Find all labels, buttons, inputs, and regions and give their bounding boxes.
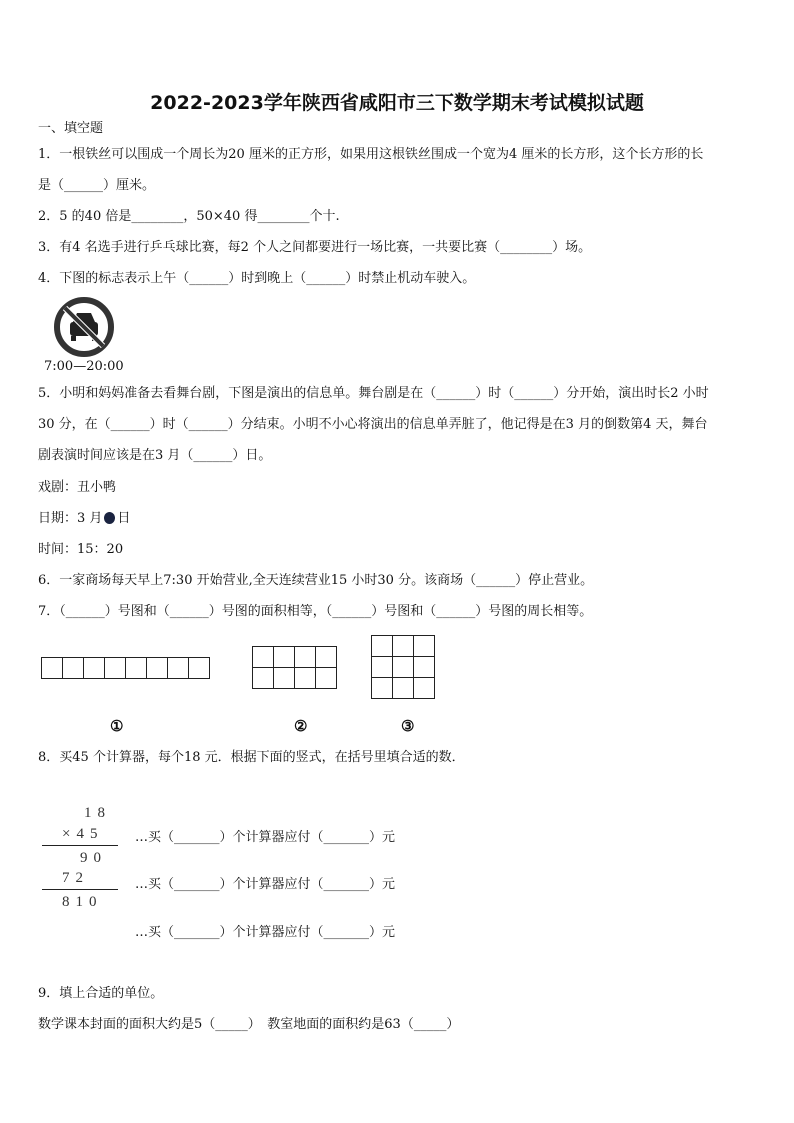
figure-2-label: ② [294, 717, 308, 735]
q2: 2．5 的40 倍是________，50×40 得________个十. [38, 209, 340, 224]
ink-blot-icon [104, 512, 115, 524]
page-title: 2022-2023学年陕西省咸阳市三下数学期末考试模拟试题 [150, 92, 644, 114]
q1-line1: 1．一根铁丝可以围成一个周长为20 厘米的正方形，如果用这根铁丝围成一个宽为4 厘米的长方形，这个长方形的长 [38, 147, 704, 162]
figure-2-grid [252, 646, 337, 689]
calc-row-3: 90 [80, 850, 107, 866]
figure-1-label: ① [110, 717, 124, 735]
calc-line-1 [42, 845, 118, 846]
date-suffix: 日 [117, 511, 131, 526]
calc-row-4: 72 [62, 870, 89, 886]
calc-line-2 [42, 889, 118, 890]
q5-line2: 30 分，在（______）时（______）分结束。小明不小心将演出的信息单弄脏了，他记得是在3 月的倒数第4 天，舞台 [38, 417, 708, 432]
q7: 7．（______）号图和（______）号图的面积相等，（______）号图和（______）号图的周长相等。 [38, 604, 593, 619]
q5-line1: 5．小明和妈妈准备去看舞台剧，下图是演出的信息单。舞台剧是在（______）时（______）分开始，演出时长2 小时 [38, 386, 709, 401]
q8: 8．买45 个计算器，每个18 元．根据下面的竖式，在括号里填合适的数． [38, 750, 465, 765]
q9-line: 数学课本封面的面积大约是5（_____） 教室地面的面积约是63（_____） [38, 1017, 460, 1032]
q4: 4．下图的标志表示上午（______）时到晚上（______）时禁止机动车驶入。 [38, 271, 476, 286]
date-prefix: 日期：3 月 [38, 511, 103, 526]
q5-line3: 剧表演时间应该是在3 月（______）日。 [38, 448, 272, 463]
sign-label: 7:00—20:00 [44, 359, 124, 374]
calc-row-1: 18 [84, 805, 111, 821]
figure-3-label: ③ [401, 717, 415, 735]
info-date [38, 511, 130, 527]
calc-row-5: 810 [62, 894, 103, 910]
info-play: 戏剧：丑小鸭 [38, 480, 117, 495]
q8-line-2: …买（_______）个计算器应付（_______）元 [135, 877, 396, 892]
q8-line-1: …买（_______）个计算器应付（_______）元 [135, 830, 396, 845]
no-vehicle-sign-icon [51, 296, 117, 358]
q6: 6．一家商场每天早上7:30 开始营业,全天连续营业15 小时30 分。该商场（______）停止营业。 [38, 573, 594, 588]
section-heading: 一、填空题 [38, 121, 104, 136]
figure-1-grid [41, 657, 210, 679]
q8-line-3: …买（_______）个计算器应付（_______）元 [135, 925, 396, 940]
info-time: 时间：15：20 [38, 542, 124, 557]
q9: 9．填上合适的单位。 [38, 986, 164, 1001]
q1-line2: 是（______）厘米。 [38, 178, 156, 193]
q3: 3．有4 名选手进行乒乓球比赛，每2 个人之间都要进行一场比赛，一共要比赛（________）场。 [38, 240, 592, 255]
figure-3-grid [371, 635, 435, 699]
calc-row-2: ×45 [62, 826, 104, 842]
